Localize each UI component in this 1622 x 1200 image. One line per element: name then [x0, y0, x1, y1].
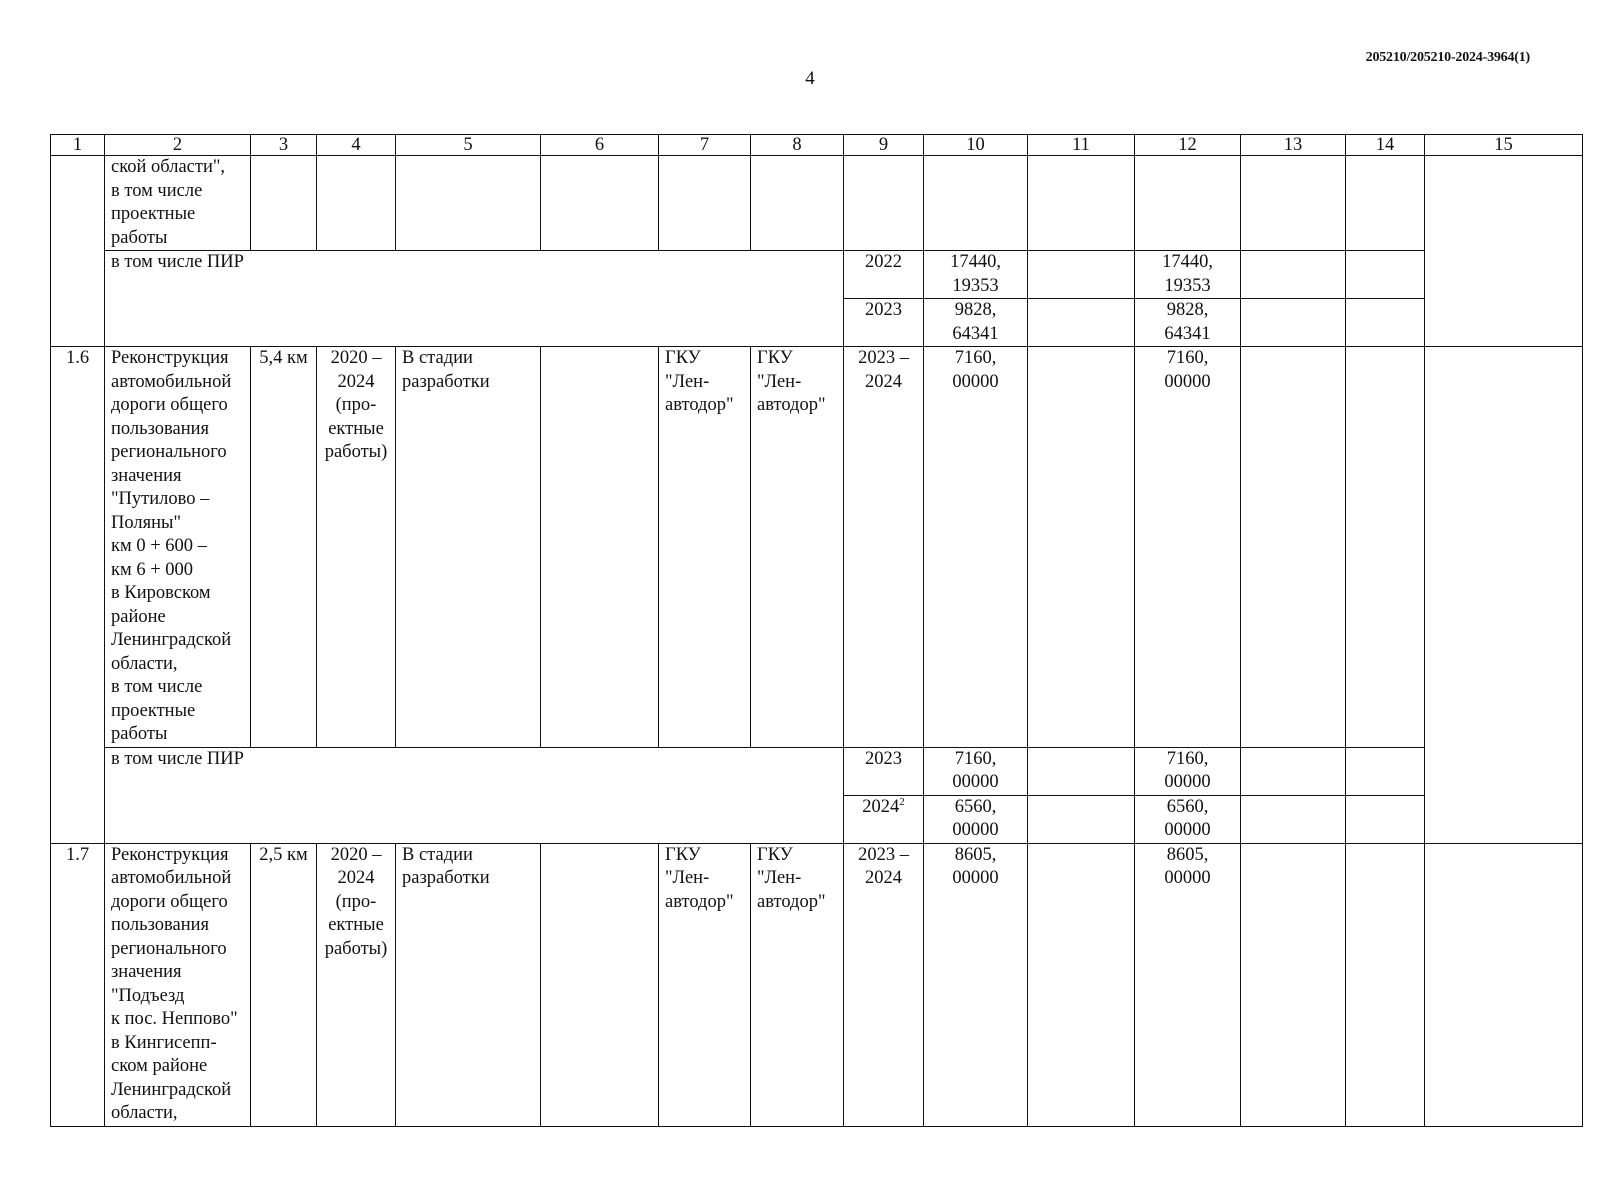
table-cell	[844, 156, 924, 251]
table-cell	[1346, 299, 1425, 347]
header-cell: 12	[1135, 135, 1241, 156]
table-cell	[1241, 156, 1346, 251]
table-cell	[1425, 843, 1583, 1126]
table-cell	[1241, 347, 1346, 748]
header-cell: 3	[251, 135, 317, 156]
header-cell: 11	[1028, 135, 1135, 156]
period-cell: 2020 – 2024 (про- ектные работы)	[317, 843, 396, 1126]
pir-label-cell: в том числе ПИР	[105, 251, 844, 347]
table-cell	[1028, 156, 1135, 251]
amount-cell: 7160, 00000	[1135, 747, 1241, 795]
year-cell: 2023	[844, 299, 924, 347]
table-cell	[1241, 747, 1346, 795]
year-value: 2024	[862, 796, 900, 817]
table-cell	[396, 156, 541, 251]
table-cell	[1241, 795, 1346, 843]
table-cell	[924, 156, 1028, 251]
table-cell	[1346, 251, 1425, 299]
table-cell	[1028, 299, 1135, 347]
year-cell	[844, 795, 924, 843]
item-number-cell: 1.6	[51, 347, 105, 844]
table-cell	[541, 843, 659, 1126]
customer-cell: ГКУ "Лен- автодор"	[659, 347, 751, 748]
table-cell	[1241, 299, 1346, 347]
header-cell: 13	[1241, 135, 1346, 156]
amount-cell: 7160, 00000	[924, 747, 1028, 795]
object-name-cell: ской области", в том числе проектные работы	[105, 156, 251, 251]
table-cell	[1346, 843, 1425, 1126]
customer-cell: ГКУ "Лен- автодор"	[659, 843, 751, 1126]
header-cell: 10	[924, 135, 1028, 156]
table-cell	[1346, 747, 1425, 795]
amount-cell: 6560, 00000	[1135, 795, 1241, 843]
amount-cell: 8605, 00000	[1135, 843, 1241, 1126]
footnote-mark: 2	[899, 795, 905, 808]
table-cell	[251, 156, 317, 251]
header-cell: 9	[844, 135, 924, 156]
table-cell	[541, 156, 659, 251]
amount-cell: 6560, 00000	[924, 795, 1028, 843]
year-cell	[844, 747, 924, 795]
amount-cell: 7160, 00000	[924, 347, 1028, 748]
object-name-cell: Реконструкция автомобильной дороги общего пользования регионального значения "Путилово – Поляны" км 0 + 600 – км 6 + 000 в Кировском районе Ленинградской области, в том числе проектные работы	[105, 347, 251, 748]
table-cell	[1028, 795, 1135, 843]
table-cell	[751, 156, 844, 251]
table-cell	[1135, 156, 1241, 251]
header-cell: 15	[1425, 135, 1583, 156]
header-cell: 14	[1346, 135, 1425, 156]
header-cell: 5	[396, 135, 541, 156]
table-cell	[317, 156, 396, 251]
length-cell: 5,4 км	[251, 347, 317, 748]
amount-cell: 9828, 64341	[924, 299, 1028, 347]
pir-label-cell: в том числе ПИР	[105, 747, 844, 843]
year-cell: 2022	[844, 251, 924, 299]
table-cell	[1028, 843, 1135, 1126]
header-cell: 7	[659, 135, 751, 156]
table-cell	[541, 347, 659, 748]
executor-cell: ГКУ "Лен- автодор"	[751, 347, 844, 748]
years-cell: 2023 – 2024	[844, 843, 924, 1126]
data-table	[50, 134, 1583, 1127]
row-number-cell	[51, 156, 105, 347]
table-cell	[1346, 156, 1425, 251]
status-cell: В стадии разработки	[396, 843, 541, 1126]
status-cell: В стадии разработки	[396, 347, 541, 748]
table-cell	[1425, 347, 1583, 844]
object-name-cell: Реконструкция автомобильной дороги общего пользования регионального значения "Подъезд к пос. Неппово" в Кингисепп- ском районе Ленинградской области,	[105, 843, 251, 1126]
header-cell: 4	[317, 135, 396, 156]
executor-cell: ГКУ "Лен- автодор"	[751, 843, 844, 1126]
amount-cell: 17440, 19353	[924, 251, 1028, 299]
document-id: 205210/205210-2024-3964(1)	[1365, 50, 1530, 65]
header-cell: 2	[105, 135, 251, 156]
length-cell: 2,5 км	[251, 843, 317, 1126]
table-cell	[659, 156, 751, 251]
table-cell	[1346, 347, 1425, 748]
table-cell	[1346, 795, 1425, 843]
table-cell	[1028, 347, 1135, 748]
header-cell: 6	[541, 135, 659, 156]
item-number-cell: 1.7	[51, 843, 105, 1126]
header-cell: 8	[751, 135, 844, 156]
column-number-header	[51, 135, 1583, 156]
period-cell: 2020 – 2024 (про- ектные работы)	[317, 347, 396, 748]
table-cell	[1028, 251, 1135, 299]
amount-cell: 9828, 64341	[1135, 299, 1241, 347]
header-cell: 1	[51, 135, 105, 156]
amount-cell: 8605, 00000	[924, 843, 1028, 1126]
table-cell	[1241, 843, 1346, 1126]
table-row	[51, 843, 1583, 1126]
pir-row	[51, 251, 1583, 299]
table-cell	[1241, 251, 1346, 299]
table-cell	[1425, 156, 1583, 347]
years-cell: 2023 – 2024	[844, 347, 924, 748]
table-row	[51, 156, 1583, 251]
pir-row	[51, 747, 1583, 795]
table-row	[51, 347, 1583, 748]
year-value: 2023	[865, 748, 902, 769]
amount-cell: 17440, 19353	[1135, 251, 1241, 299]
amount-cell: 7160, 00000	[1135, 347, 1241, 748]
page-number: 4	[805, 68, 815, 89]
table-cell	[1028, 747, 1135, 795]
